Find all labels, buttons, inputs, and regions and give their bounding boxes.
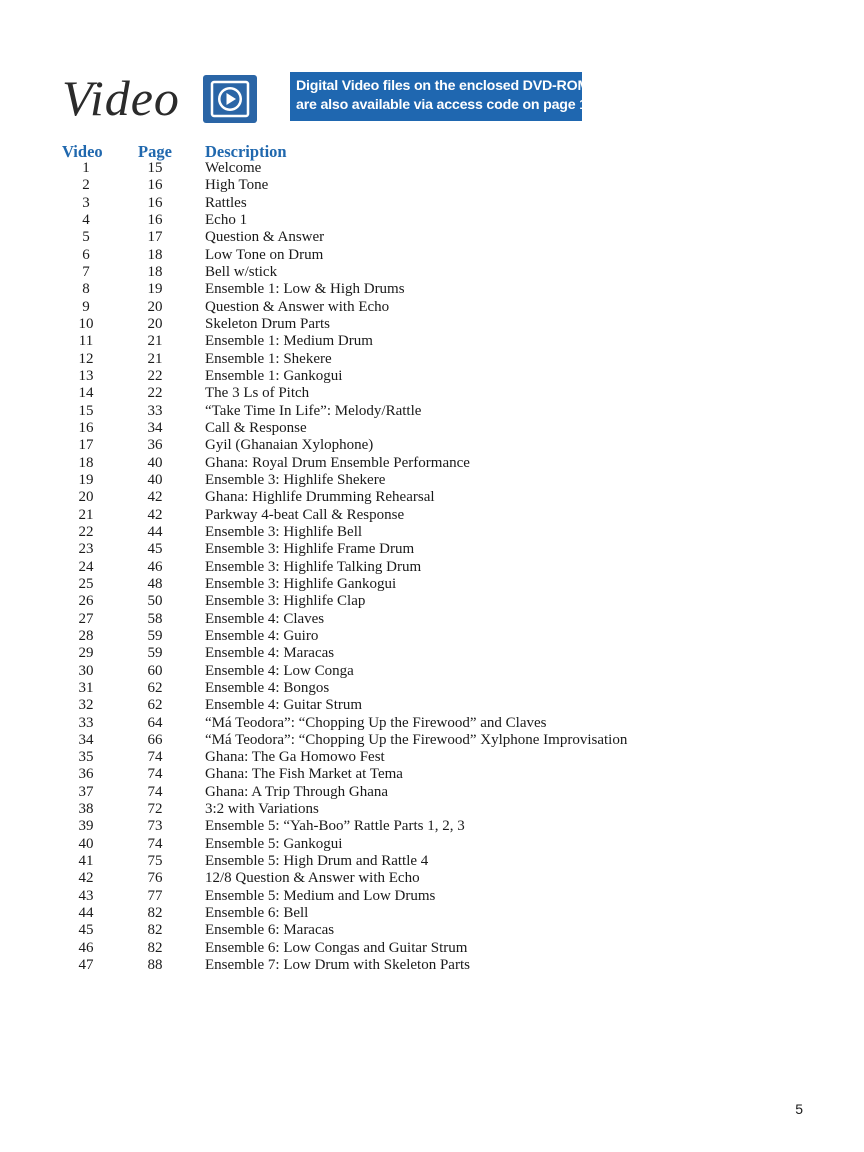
table-row — [0, 836, 864, 853]
video-description: Gyil (Ghanaian Xylophone) — [205, 437, 374, 454]
table-row — [0, 229, 864, 246]
video-description: Ensemble 5: “Yah-Boo” Rattle Parts 1, 2, 3 — [205, 818, 465, 835]
video-number: 13 — [78, 367, 94, 384]
video-description: “Má Teodora”: “Chopping Up the Firewood” and Claves — [205, 714, 547, 731]
video-number: 16 — [78, 419, 94, 436]
column-header-video: Video — [62, 142, 103, 161]
video-description: The 3 Ls of Pitch — [205, 385, 310, 402]
video-number: 3 — [82, 194, 90, 211]
video-number: 1 — [82, 160, 90, 176]
table-row — [0, 385, 864, 402]
video-number: 28 — [78, 627, 94, 644]
video-number: 40 — [78, 835, 94, 852]
table-row — [0, 576, 864, 593]
page-number-cell: 16 — [147, 194, 163, 211]
video-number: 38 — [78, 801, 94, 818]
video-description: Ensemble 3: Highlife Talking Drum — [205, 558, 422, 575]
video-description: Ensemble 6: Low Congas and Guitar Strum — [205, 939, 468, 956]
table-row — [0, 177, 864, 194]
table-row — [0, 160, 864, 177]
video-number: 37 — [78, 783, 94, 800]
table-row — [0, 784, 864, 801]
video-number: 5 — [82, 229, 90, 246]
video-number: 29 — [78, 645, 94, 662]
video-number: 15 — [78, 402, 94, 419]
video-number: 11 — [78, 333, 94, 350]
page-number-cell: 46 — [147, 558, 163, 575]
video-description: Ghana: The Fish Market at Tema — [205, 766, 403, 783]
video-number: 42 — [78, 870, 94, 887]
table-row — [0, 299, 864, 316]
video-description: Ensemble 3: Highlife Bell — [205, 523, 363, 540]
video-number: 2 — [82, 177, 90, 194]
video-description: Ensemble 1: Low & High Drums — [205, 281, 405, 298]
page-number-cell: 50 — [147, 593, 163, 610]
page-number-cell: 20 — [147, 315, 163, 332]
table-row — [0, 715, 864, 732]
dvd-rom-notice — [290, 72, 591, 121]
video-number: 30 — [78, 662, 94, 679]
table-row — [0, 489, 864, 506]
page-number-cell: 74 — [147, 749, 163, 766]
video-number: 20 — [78, 489, 94, 506]
table-row — [0, 801, 864, 818]
table-row — [0, 697, 864, 714]
page-number-cell: 62 — [147, 679, 163, 696]
video-description: Ensemble 5: Gankogui — [205, 835, 343, 852]
video-description: Ensemble 3: Highlife Clap — [205, 593, 366, 610]
page-number-cell: 58 — [147, 610, 163, 627]
video-description: Ensemble 3: Highlife Shekere — [205, 471, 386, 488]
table-row — [0, 524, 864, 541]
page-number-cell: 16 — [147, 177, 163, 194]
video-description: Echo 1 — [205, 211, 248, 228]
video-number: 35 — [78, 749, 94, 766]
video-number: 7 — [82, 263, 90, 280]
table-row — [0, 472, 864, 489]
table-row — [0, 611, 864, 628]
table-row — [0, 403, 864, 420]
video-description: Welcome — [205, 160, 262, 176]
page-number-cell: 66 — [147, 731, 163, 748]
page-number-cell: 73 — [147, 818, 163, 835]
video-number: 33 — [78, 714, 94, 731]
page-number-cell: 40 — [147, 454, 163, 471]
table-row — [0, 680, 864, 697]
video-description: Ensemble 1: Gankogui — [205, 367, 343, 384]
video-number: 34 — [78, 731, 94, 748]
page-number-cell: 88 — [147, 957, 163, 974]
page-number-cell: 59 — [147, 627, 163, 644]
table-row — [0, 749, 864, 766]
video-description: 3:2 with Variations — [205, 801, 319, 818]
video-number: 12 — [78, 350, 94, 367]
video-number: 10 — [78, 315, 94, 332]
video-description: Ensemble 3: Highlife Gankogui — [205, 575, 397, 592]
video-description: Question & Answer — [205, 229, 325, 246]
page-number-cell: 76 — [147, 870, 163, 887]
video-number: 31 — [78, 679, 94, 696]
video-description: Low Tone on Drum — [205, 246, 324, 263]
video-description: Rattles — [205, 194, 247, 211]
page-number-cell: 22 — [147, 385, 163, 402]
table-header — [0, 142, 864, 162]
page-number-cell: 74 — [147, 766, 163, 783]
video-number: 25 — [78, 575, 94, 592]
table-row — [0, 957, 864, 974]
page-title: Video — [62, 70, 180, 126]
page-number: 5 — [795, 1101, 803, 1117]
table-row — [0, 351, 864, 368]
video-number: 27 — [78, 610, 94, 627]
page-number-cell: 82 — [147, 905, 163, 922]
video-number: 26 — [78, 593, 94, 610]
video-description: Ensemble 4: Guiro — [205, 627, 319, 644]
notice-line-1: Digital Video files on the enclosed DVD-ROM — [296, 78, 590, 94]
notice-line-2: are also available via access code on page 1. — [296, 97, 591, 113]
video-description: Ensemble 5: High Drum and Rattle 4 — [205, 853, 429, 870]
page-number-cell: 75 — [147, 853, 163, 870]
video-description: High Tone — [205, 177, 269, 194]
video-description: Ensemble 5: Medium and Low Drums — [205, 887, 436, 904]
video-description: Ghana: A Trip Through Ghana — [205, 783, 389, 800]
video-description: Ensemble 4: Claves — [205, 610, 325, 627]
page-number-cell: 16 — [147, 211, 163, 228]
video-description: Call & Response — [205, 419, 307, 436]
table-row — [0, 732, 864, 749]
video-number: 14 — [78, 385, 94, 402]
video-description: Ghana: The Ga Homowo Fest — [205, 749, 385, 766]
table-row — [0, 195, 864, 212]
video-number: 39 — [78, 818, 94, 835]
table-row — [0, 818, 864, 835]
video-description: Skeleton Drum Parts — [205, 315, 330, 332]
table-row — [0, 316, 864, 333]
page-number-cell: 82 — [147, 939, 163, 956]
table-row — [0, 922, 864, 939]
table-row — [0, 264, 864, 281]
table-row — [0, 212, 864, 229]
video-description: Ensemble 4: Bongos — [205, 679, 330, 696]
video-description: Ensemble 1: Shekere — [205, 350, 332, 367]
video-number: 19 — [78, 471, 94, 488]
table-row — [0, 420, 864, 437]
video-number: 36 — [78, 766, 94, 783]
video-description: Ensemble 7: Low Drum with Skeleton Parts — [205, 957, 470, 974]
column-header-page: Page — [138, 142, 172, 161]
page-number-cell: 34 — [147, 419, 163, 436]
table-row — [0, 853, 864, 870]
table-row — [0, 940, 864, 957]
page-number-cell: 36 — [147, 437, 163, 454]
video-number: 43 — [78, 887, 94, 904]
table-row — [0, 368, 864, 385]
table-row — [0, 247, 864, 264]
video-number: 32 — [78, 697, 94, 714]
video-number: 17 — [78, 437, 94, 454]
video-description: Ensemble 4: Maracas — [205, 645, 335, 662]
video-description: “Má Teodora”: “Chopping Up the Firewood” Xylphone Improvisation — [205, 731, 628, 748]
video-description: “Take Time In Life”: Melody/Rattle — [205, 402, 422, 419]
video-number: 47 — [78, 957, 94, 974]
video-number: 6 — [82, 246, 90, 263]
page-number-cell: 74 — [147, 783, 163, 800]
table-row — [0, 559, 864, 576]
video-description: Question & Answer with Echo — [205, 298, 390, 315]
page-number-cell: 82 — [147, 922, 163, 939]
page-number-cell: 77 — [147, 887, 163, 904]
table-row — [0, 593, 864, 610]
page-number-cell: 40 — [147, 471, 163, 488]
table-row — [0, 281, 864, 298]
table-row — [0, 507, 864, 524]
video-number: 9 — [82, 298, 90, 315]
video-number: 18 — [78, 454, 94, 471]
video-description: Ensemble 1: Medium Drum — [205, 333, 373, 350]
page-number-cell: 60 — [147, 662, 163, 679]
video-description: Parkway 4-beat Call & Response — [205, 506, 405, 523]
page-number-cell: 62 — [147, 697, 163, 714]
video-number: 41 — [78, 853, 94, 870]
video-description: Bell w/stick — [205, 263, 278, 280]
page-number-cell: 21 — [147, 333, 163, 350]
video-description: Ensemble 3: Highlife Frame Drum — [205, 541, 415, 558]
page-number-cell: 74 — [147, 835, 163, 852]
video-number: 44 — [78, 905, 94, 922]
page-number-cell: 17 — [147, 229, 163, 246]
video-number: 8 — [82, 281, 90, 298]
video-number: 4 — [82, 211, 90, 228]
play-video-icon — [203, 75, 257, 123]
page-number-cell: 21 — [147, 350, 163, 367]
video-number: 46 — [78, 939, 94, 956]
video-description: 12/8 Question & Answer with Echo — [205, 870, 420, 887]
page-number-cell: 42 — [147, 489, 163, 506]
page-number-cell: 22 — [147, 367, 163, 384]
video-description: Ghana: Royal Drum Ensemble Performance — [205, 454, 470, 471]
video-number: 22 — [78, 523, 94, 540]
column-header-description: Description — [205, 142, 287, 161]
table-row — [0, 663, 864, 680]
page-number-cell: 20 — [147, 298, 163, 315]
table-row — [0, 766, 864, 783]
page-number-cell: 64 — [147, 714, 163, 731]
video-description: Ensemble 4: Low Conga — [205, 662, 354, 679]
video-number: 21 — [78, 506, 94, 523]
video-list — [0, 160, 864, 974]
page-number-cell: 18 — [147, 246, 163, 263]
table-row — [0, 888, 864, 905]
page-number-cell: 45 — [147, 541, 163, 558]
video-description: Ensemble 4: Guitar Strum — [205, 697, 363, 714]
table-row — [0, 455, 864, 472]
video-number: 23 — [78, 541, 94, 558]
page-number-cell: 44 — [147, 523, 163, 540]
table-row — [0, 645, 864, 662]
video-number: 45 — [78, 922, 94, 939]
page-number-cell: 59 — [147, 645, 163, 662]
table-row — [0, 628, 864, 645]
table-row — [0, 905, 864, 922]
video-number: 24 — [78, 558, 94, 575]
page-number-cell: 15 — [147, 160, 163, 176]
page-number-cell: 18 — [147, 263, 163, 280]
video-description: Ghana: Highlife Drumming Rehearsal — [205, 489, 435, 506]
video-description: Ensemble 6: Maracas — [205, 922, 335, 939]
table-row — [0, 437, 864, 454]
page-number-cell: 42 — [147, 506, 163, 523]
page-number-cell: 33 — [147, 402, 163, 419]
page-number-cell: 48 — [147, 575, 163, 592]
table-row — [0, 870, 864, 887]
table-row — [0, 333, 864, 350]
video-description: Ensemble 6: Bell — [205, 905, 309, 922]
table-row — [0, 541, 864, 558]
page-number-cell: 19 — [147, 281, 163, 298]
page-number-cell: 72 — [147, 801, 163, 818]
